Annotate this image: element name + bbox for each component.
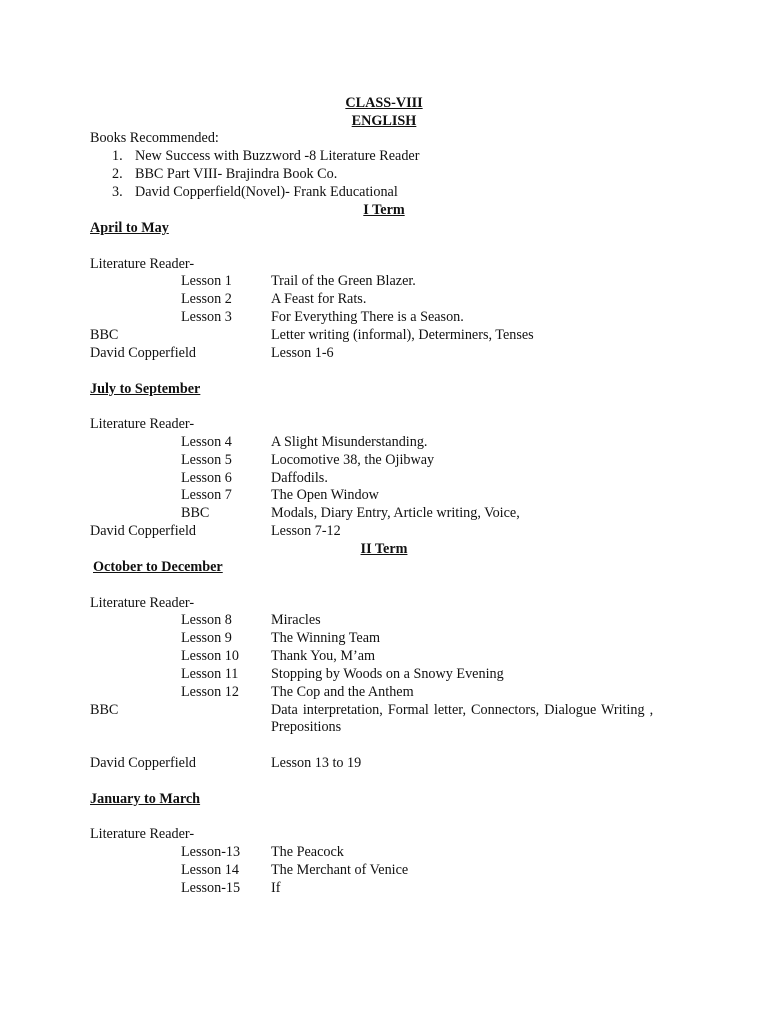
lesson-title: A Slight Misunderstanding. <box>271 434 428 450</box>
bbc-label: BBC <box>90 327 119 343</box>
lesson-title: If <box>271 880 281 896</box>
bbc-topics-continued: Prepositions <box>271 719 342 735</box>
term-2-title: II Term <box>360 541 408 557</box>
lesson-title: Daffodils. <box>271 470 328 486</box>
literature-reader-label: Literature Reader- <box>90 416 195 432</box>
david-copperfield-label: David Copperfield <box>90 755 196 771</box>
lesson-title: The Peacock <box>271 844 344 860</box>
lesson-title: Stopping by Woods on a Snowy Evening <box>271 666 504 682</box>
david-copperfield-lessons: Lesson 7-12 <box>271 523 341 539</box>
book-item: BBC Part VIII- Brajindra Book Co. <box>135 166 338 182</box>
lesson-title: Thank You, M’am <box>271 648 376 664</box>
book-item: New Success with Buzzword -8 Literature Reader <box>135 148 420 164</box>
david-copperfield-label: David Copperfield <box>90 345 196 361</box>
literature-reader-label: Literature Reader- <box>90 826 195 842</box>
lesson-label: Lesson 5 <box>181 452 232 468</box>
bbc-topics: Data interpretation, Formal letter, Connectors, Dialogue Writing , <box>271 702 654 718</box>
subject-title: ENGLISH <box>351 113 417 129</box>
period-title: January to March <box>90 791 201 807</box>
lesson-label: Lesson-15 <box>181 880 241 896</box>
david-copperfield-lessons: Lesson 1-6 <box>271 345 334 361</box>
lesson-label: Lesson 12 <box>181 684 239 700</box>
lesson-label: Lesson-13 <box>181 844 241 860</box>
lesson-label: Lesson 11 <box>181 666 239 682</box>
lesson-title: The Cop and the Anthem <box>271 684 414 700</box>
lesson-title: For Everything There is a Season. <box>271 309 464 325</box>
lesson-title: Miracles <box>271 612 321 628</box>
book-item: David Copperfield(Novel)- Frank Educational <box>135 184 398 200</box>
lesson-title: Locomotive 38, the Ojibway <box>271 452 435 468</box>
term-1-title: I Term <box>363 202 405 218</box>
lesson-title: A Feast for Rats. <box>271 291 367 307</box>
literature-reader-label: Literature Reader- <box>90 595 195 611</box>
period-title: July to September <box>90 381 201 397</box>
book-number: 3. <box>112 184 123 200</box>
class-title: CLASS-VIII <box>345 95 423 111</box>
bbc-label: BBC <box>181 505 210 521</box>
bbc-topics: Modals, Diary Entry, Article writing, Voice, <box>271 505 520 521</box>
david-copperfield-label: David Copperfield <box>90 523 196 539</box>
lesson-title: Trail of the Green Blazer. <box>271 273 416 289</box>
period-title: October to December <box>93 559 223 575</box>
lesson-label: Lesson 8 <box>181 612 232 628</box>
lesson-label: Lesson 4 <box>181 434 232 450</box>
lesson-label: Lesson 10 <box>181 648 239 664</box>
period-title: April to May <box>90 220 169 236</box>
bbc-label: BBC <box>90 702 119 718</box>
lesson-label: Lesson 1 <box>181 273 232 289</box>
books-heading: Books Recommended: <box>90 130 219 146</box>
lesson-title: The Winning Team <box>271 630 381 646</box>
bbc-topics: Letter writing (informal), Determiners, Tenses <box>271 327 534 343</box>
lesson-label: Lesson 7 <box>181 487 232 503</box>
lesson-title: The Merchant of Venice <box>271 862 409 878</box>
book-number: 2. <box>112 166 123 182</box>
lesson-label: Lesson 6 <box>181 470 232 486</box>
lesson-label: Lesson 3 <box>181 309 232 325</box>
lesson-label: Lesson 2 <box>181 291 232 307</box>
literature-reader-label: Literature Reader- <box>90 256 195 272</box>
lesson-label: Lesson 14 <box>181 862 239 878</box>
david-copperfield-lessons: Lesson 13 to 19 <box>271 755 362 771</box>
lesson-label: Lesson 9 <box>181 630 232 646</box>
book-number: 1. <box>112 148 123 164</box>
lesson-title: The Open Window <box>271 487 379 503</box>
